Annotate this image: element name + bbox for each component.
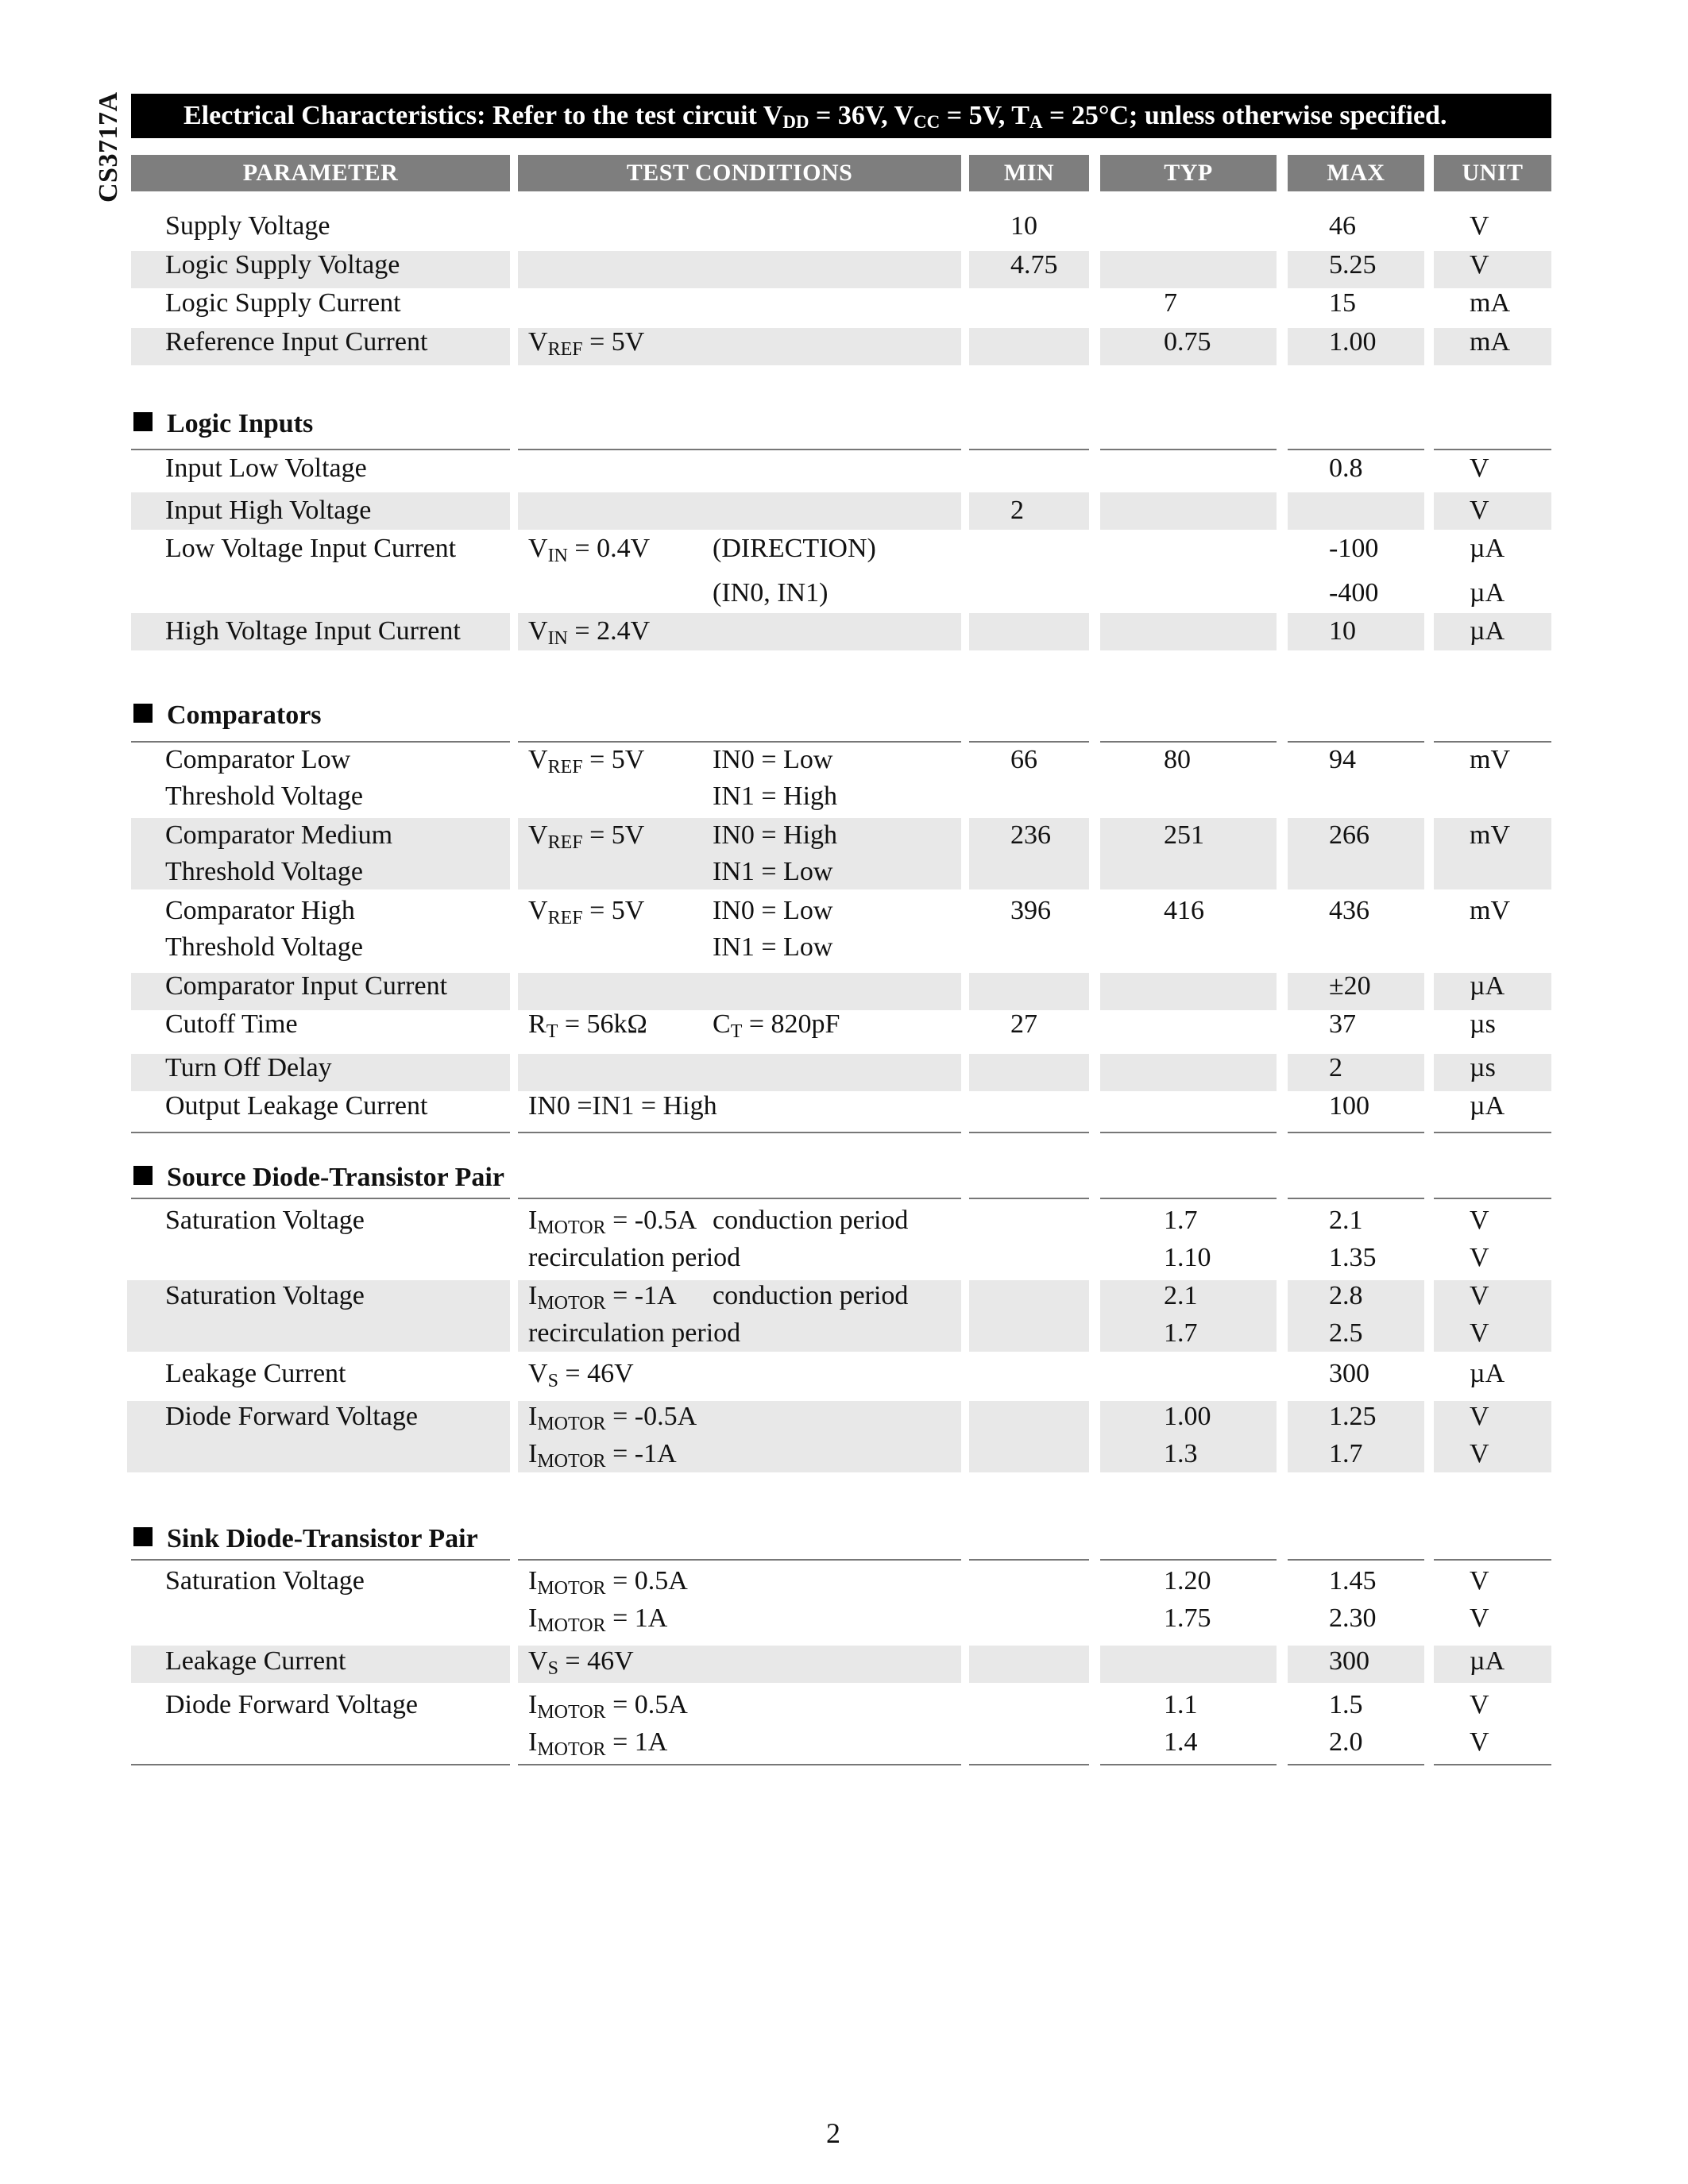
- part-number-label: CS3717A: [94, 91, 123, 203]
- section-title-sink-pair: Sink Diode-Transistor Pair: [133, 1523, 478, 1555]
- section-title-comparators: Comparators: [133, 700, 322, 731]
- square-bullet-icon: [133, 1527, 153, 1546]
- header-unit: UNIT: [1434, 155, 1551, 191]
- header-min: MIN: [969, 155, 1089, 191]
- square-bullet-icon: [133, 704, 153, 723]
- header-parameter: PARAMETER: [131, 155, 510, 191]
- page-number: 2: [826, 2117, 840, 2149]
- square-bullet-icon: [133, 412, 153, 431]
- table-title: Electrical Characteristics: Refer to the test circuit $V_{DD} = 36V$, $V_{CC} = 5V$, $T_A = 25^\circ C$; unless otherwise specified.: [131, 94, 1551, 138]
- header-test-conditions: TEST CONDITIONS: [518, 155, 961, 191]
- header-typ: TYP: [1100, 155, 1277, 191]
- header-max: MAX: [1288, 155, 1424, 191]
- section-title-logic-inputs: Logic Inputs: [133, 408, 313, 440]
- square-bullet-icon: [133, 1166, 153, 1185]
- section-title-source-pair: Source Diode-Transistor Pair: [133, 1162, 504, 1194]
